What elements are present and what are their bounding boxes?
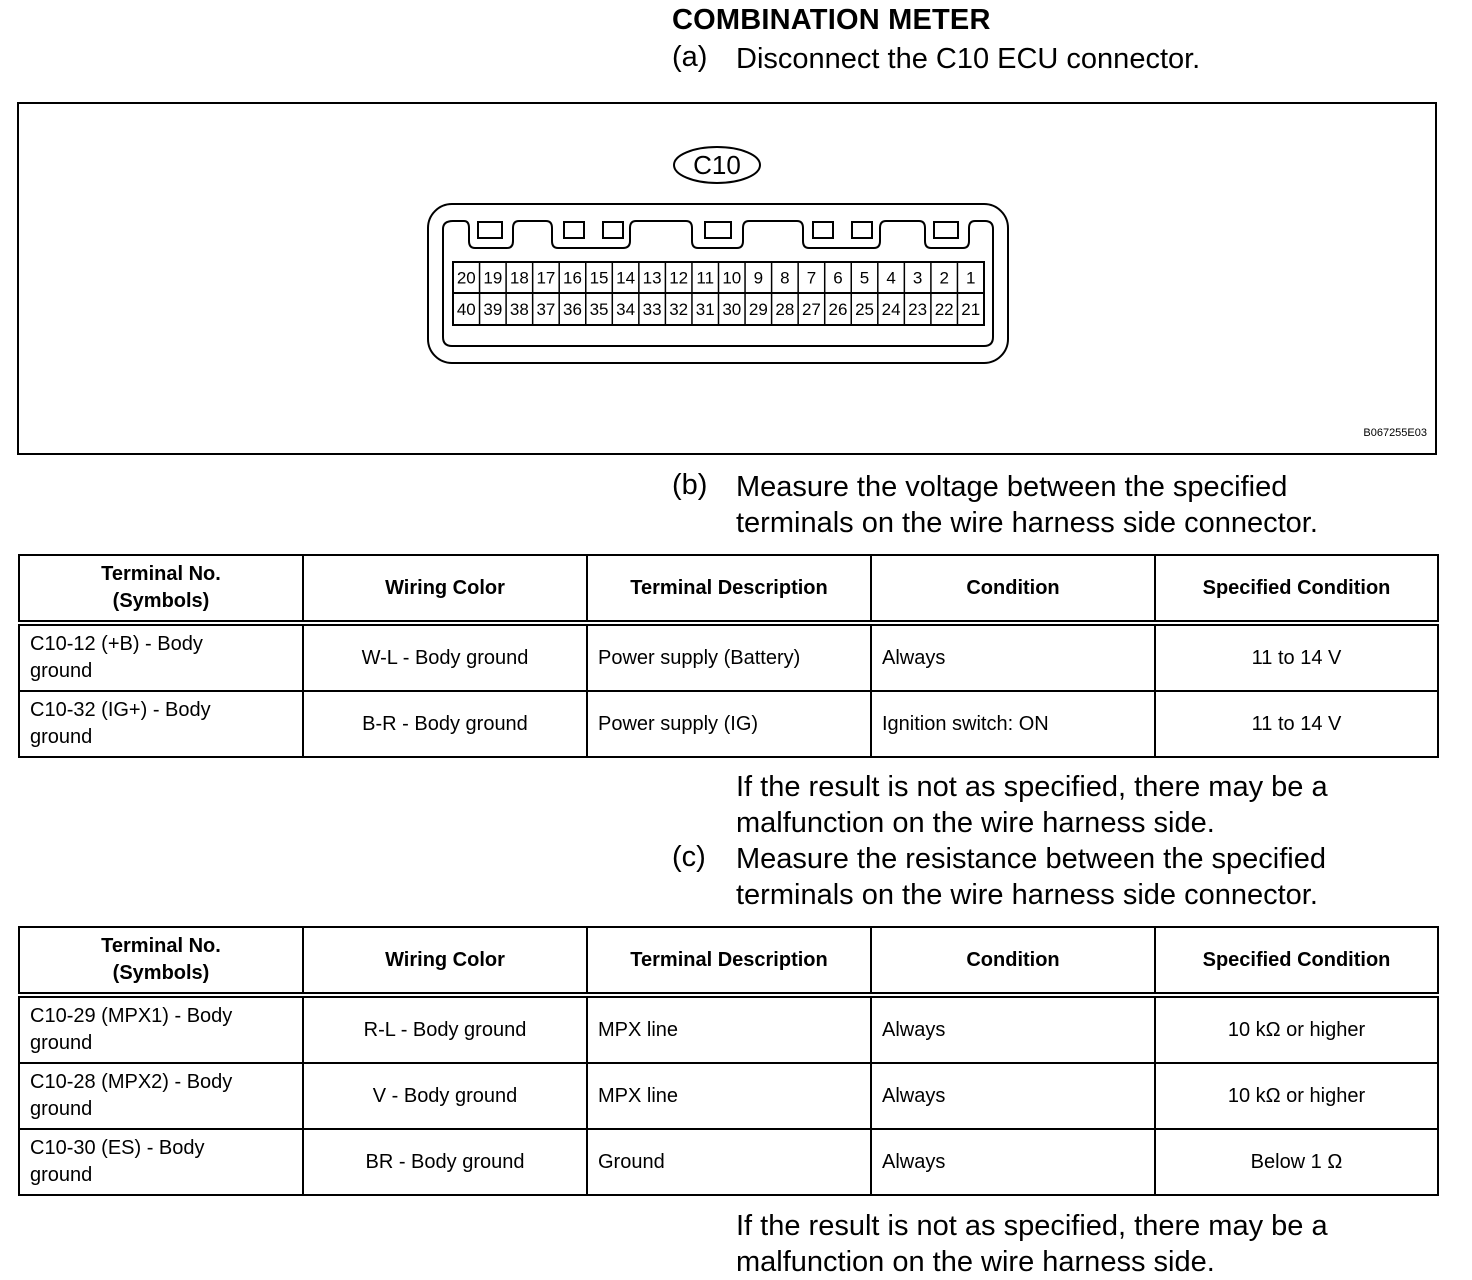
wiring-cell: B-R - Body ground (303, 691, 587, 757)
header-condition: Condition (871, 555, 1155, 623)
pin-number: 19 (483, 268, 503, 288)
header-description: Terminal Description (587, 927, 871, 995)
pin-number: 23 (908, 300, 928, 319)
pin-number: 24 (881, 300, 901, 319)
step-a-letter: (a) (672, 41, 708, 73)
pin-number: 14 (616, 268, 636, 288)
specified-cell: 10 kΩ or higher (1155, 1063, 1438, 1129)
pin-number: 31 (695, 300, 715, 319)
specified-cell: Below 1 Ω (1155, 1129, 1438, 1195)
pin-number: 2 (939, 268, 949, 288)
connector-label: C10 (693, 150, 741, 180)
note-2-line2: malfunction on the wire harness side. (736, 1246, 1215, 1278)
header-condition: Condition (871, 927, 1155, 995)
description-cell: Power supply (IG) (587, 691, 871, 757)
header-description: Terminal Description (587, 555, 871, 623)
table-header-row (19, 555, 1438, 623)
connector-figure (17, 102, 1437, 455)
table-row (19, 1129, 1438, 1195)
pin-number: 27 (801, 300, 821, 319)
pin-number: 15 (589, 268, 609, 288)
specified-cell: 10 kΩ or higher (1155, 995, 1438, 1063)
latch-square (478, 222, 502, 238)
pin-number: 28 (775, 300, 795, 319)
pin-number: 13 (642, 268, 662, 288)
pin-number: 22 (934, 300, 954, 319)
header-wiring: Wiring Color (303, 927, 587, 995)
pin-number: 4 (886, 268, 896, 288)
table-row (19, 995, 1438, 1063)
pin-number: 12 (669, 268, 689, 288)
terminal-cell: C10-28 (MPX2) - Body ground (19, 1063, 303, 1129)
pin-number: 6 (833, 268, 843, 288)
resistance-table (18, 926, 1439, 1196)
step-c-line1: Measure the resistance between the specified (736, 843, 1327, 875)
wiring-cell: V - Body ground (303, 1063, 587, 1129)
step-b-text (736, 469, 1318, 541)
pin-number: 32 (669, 300, 689, 319)
pin-number: 5 (859, 268, 870, 288)
description-cell: MPX line (587, 1063, 871, 1129)
pin-number: 26 (828, 300, 848, 319)
specified-cell: 11 to 14 V (1155, 691, 1438, 757)
pin-number: 8 (780, 268, 790, 288)
note-1-line2: malfunction on the wire harness side. (736, 807, 1215, 839)
pin-number: 20 (456, 268, 476, 288)
note-2 (736, 1208, 1328, 1280)
condition-cell: Always (871, 995, 1155, 1063)
header-wiring: Wiring Color (303, 555, 587, 623)
step-c-line2: terminals on the wire harness side connector. (736, 879, 1318, 911)
pin-number: 37 (536, 300, 556, 319)
latch-square (603, 222, 623, 238)
latch-square (852, 222, 872, 238)
header-specified: Specified Condition (1155, 927, 1438, 995)
pin-number: 36 (563, 300, 582, 319)
table-row (19, 1063, 1438, 1129)
pin-number: 18 (509, 268, 529, 288)
table-row (19, 691, 1438, 757)
step-a-text: Disconnect the C10 ECU connector. (736, 43, 1201, 75)
wiring-cell: W-L - Body ground (303, 623, 587, 691)
pin-number: 7 (806, 268, 817, 288)
table-header-row (19, 927, 1438, 995)
description-cell: Ground (587, 1129, 871, 1195)
condition-cell: Always (871, 623, 1155, 691)
terminal-cell: C10-32 (IG+) - Body ground (19, 691, 303, 757)
pin-number: 35 (589, 300, 609, 319)
description-cell: Power supply (Battery) (587, 623, 871, 691)
pin-number: 29 (748, 300, 768, 319)
terminal-cell: C10-29 (MPX1) - Body ground (19, 995, 303, 1063)
connector-diagram (19, 104, 1435, 453)
pin-number: 34 (616, 300, 636, 319)
pin-number: 40 (456, 300, 476, 319)
note-1 (736, 769, 1328, 841)
step-c-letter: (c) (672, 841, 706, 873)
pin-number: 9 (753, 268, 764, 288)
pin-number: 10 (722, 268, 742, 288)
condition-cell: Always (871, 1129, 1155, 1195)
step-b-line1: Measure the voltage between the specified (736, 471, 1288, 503)
pin-number: 17 (536, 268, 556, 288)
pin-number: 21 (961, 300, 981, 319)
section-heading: COMBINATION METER (672, 4, 991, 36)
pin-number: 25 (855, 300, 874, 319)
step-b-line2: terminals on the wire harness side connector. (736, 507, 1318, 539)
latch-square (813, 222, 833, 238)
terminal-cell: C10-12 (+B) - Body ground (19, 623, 303, 691)
header-terminal: Terminal No. (Symbols) (19, 927, 303, 995)
note-2-line1: If the result is not as specified, there may be a (736, 1210, 1328, 1242)
latch-square (564, 222, 584, 238)
voltage-table (18, 554, 1439, 758)
header-terminal: Terminal No. (Symbols) (19, 555, 303, 623)
pin-number: 3 (912, 268, 923, 288)
wiring-cell: R-L - Body ground (303, 995, 587, 1063)
latch-square (705, 222, 731, 238)
pin-number: 16 (563, 268, 582, 288)
step-b-letter: (b) (672, 469, 708, 501)
latch-square (934, 222, 958, 238)
note-1-line1: If the result is not as specified, there may be a (736, 771, 1328, 803)
wiring-cell: BR - Body ground (303, 1129, 587, 1195)
pin-number: 1 (965, 268, 976, 288)
header-specified: Specified Condition (1155, 555, 1438, 623)
pin-number: 39 (483, 300, 503, 319)
terminal-cell: C10-30 (ES) - Body ground (19, 1129, 303, 1195)
description-cell: MPX line (587, 995, 871, 1063)
pin-number: 33 (642, 300, 662, 319)
condition-cell: Always (871, 1063, 1155, 1129)
pin-number: 30 (722, 300, 742, 319)
figure-code: B067255E03 (1363, 427, 1427, 439)
condition-cell: Ignition switch: ON (871, 691, 1155, 757)
step-c-text (736, 841, 1326, 913)
table-row (19, 623, 1438, 691)
specified-cell: 11 to 14 V (1155, 623, 1438, 691)
pin-number: 38 (509, 300, 529, 319)
pin-number: 11 (696, 268, 715, 288)
